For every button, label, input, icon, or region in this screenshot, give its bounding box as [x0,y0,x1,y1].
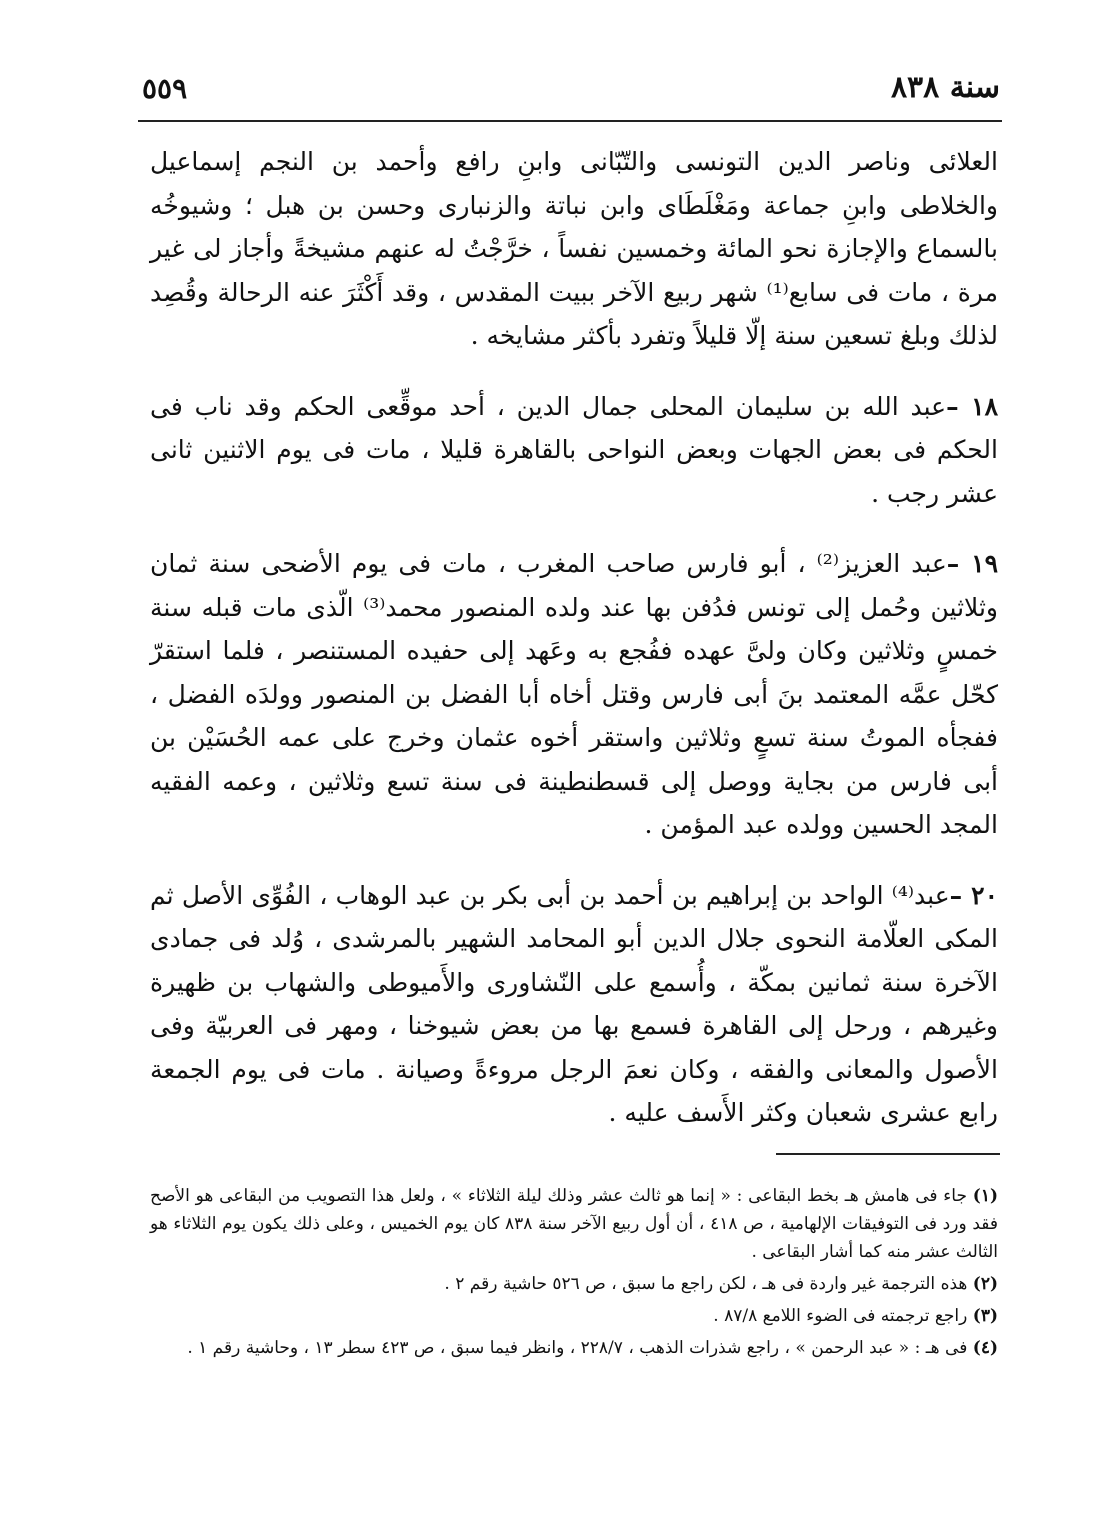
footnote-text: راجع ترجمته فى الضوء اللامع ٨٧/٨ . [713,1306,968,1326]
entry-number: ٢٠ – [949,880,998,910]
page-number: ٥٥٩ [142,72,188,105]
entry-number: ١٩ – [946,549,998,578]
footnote-mark: (١) [972,1186,998,1206]
paragraph-text: عبد⁽⁴⁾ الواحد بن إبراهيم بن أحمد بن أبى بكر بن عبد الوهاب ، الفُوِّى الأصل ثم المكى العلّامة النحوى جلال الدين أبو المحامد الشهير بالمرشدى ، وُلد فى جمادى الآخرة سنة ثمانين بمكّة ، وأُسمع على النّشاورى والأَميوطى والشهاب بن ظهيرة وغيرهم ، ورحل إلى القاهرة فسمع بها من بعض شيوخنا ، ومهر فى العربيّة وفى الأصول والمعانى والفقه ، وكان نعمَ الرجل مروءةً وصيانة . مات فى يوم الجمعة رابع عشرى شعبان وكثر الأَسف عليه . [150,880,998,1127]
footnote-divider [776,1153,1000,1155]
footnote-text: جاء فى هامش هـ بخط البقاعى : « إنما هو ثالث عشر وذلك ليلة الثلاثاء » ، ولعل هذا التصويب من البقاعى هو الأصح فقد ورد فى التوفيقات الإلهامية ، ص ٤١٨ ، أن أول ربيع الآخر سنة ٨٣٨ كان يوم الخميس ، وعلى ذلك يكون يوم الثلاثاء هو الثالث عشر منه كما أشار البقاعى . [150,1186,998,1262]
page-header [138,62,1000,114]
footnote-4 [150,1334,998,1362]
main-text [150,140,998,1135]
paragraph-continuation [150,140,998,358]
entry-20 [150,874,998,1135]
footnote-text: فى هـ : « عبد الرحمن » ، راجع شذرات الذهب ، ٢٢٨/٧ ، وانظر فيما سبق ، ص ٤٢٣ سطر ١٣ ، وحاشية رقم ١ . [187,1338,968,1358]
footnote-2 [150,1270,998,1298]
footnote-mark: (٤) [972,1338,998,1358]
paragraph-text: عبد الله بن سليمان المحلى جمال الدين ، أحد موقِّعى الحكم وقد ناب فى الحكم فى بعض الجهات وبعض النواحى بالقاهرة قليلا ، مات فى يوم الاثنين ثانى عشر رجب . [150,391,998,508]
running-head-year: سنة ٨٣٨ [890,70,1000,105]
paragraph-text: عبد العزيز⁽²⁾ ، أبو فارس صاحب المغرب ، مات فى يوم الأضحى سنة ثمان وثلاثين وحُمل إلى تونس فدُفن بها عند ولده المنصور محمد⁽³⁾ الّذى مات قبله سنة خمسٍ وثلاثين وكان ولىَّ عهده ففُجع به وعَهد إلى حفيده المستنصر ، فلما استقرّ كحّل عمَّه المعتمد بنَ أبى فارس وقتل أخاه أبا الفضل بن المنصور وولدَه الفضل ، ففجأه الموتُ سنة تسعٍ وثلاثين واستقر أخوه عثمان وخرج على عمه الحُسَيْن بن أبى فارس من بجاية ووصل إلى قسطنطينة فى سنة تسع وثلاثين ، وعمه الفقيه المجد الحسين وولده عبد المؤمن . [150,549,998,839]
header-divider [138,120,1002,122]
footnote-1 [150,1182,998,1266]
footnote-3 [150,1302,998,1330]
entry-19 [150,542,998,847]
footnotes [150,1182,998,1366]
footnote-mark: (٣) [972,1306,998,1326]
entry-18 [150,385,998,516]
footnote-mark: (٢) [972,1274,998,1294]
entry-number: ١٨ – [946,391,998,421]
footnote-text: هذه الترجمة غير واردة فى هـ ، لكن راجع ما سبق ، ص ٥٢٦ حاشية رقم ٢ . [444,1274,968,1294]
paragraph-text: العلائى وناصر الدين التونسى والتّبّانى وابنِ رافع وأحمد بن النجم إسماعيل والخلاطى وابنِ جماعة ومَغْلَطَاى وابن نباتة والزنبارى وحسن بن هبل ؛ وشيوخُه بالسماع والإجازة نحو المائة وخمسين نفساً ، خرَّجْتُ له عنهم مشيخةً وأجاز لى غير مرة ، مات فى سابع⁽¹⁾ شهر ربيع الآخر ببيت المقدس ، وقد أَكْثَرَ عنه الرحالة وقُصِد لذلك وبلغ تسعين سنة إلّا قليلاً وتفرد بأكثر مشايخه . [150,147,998,350]
